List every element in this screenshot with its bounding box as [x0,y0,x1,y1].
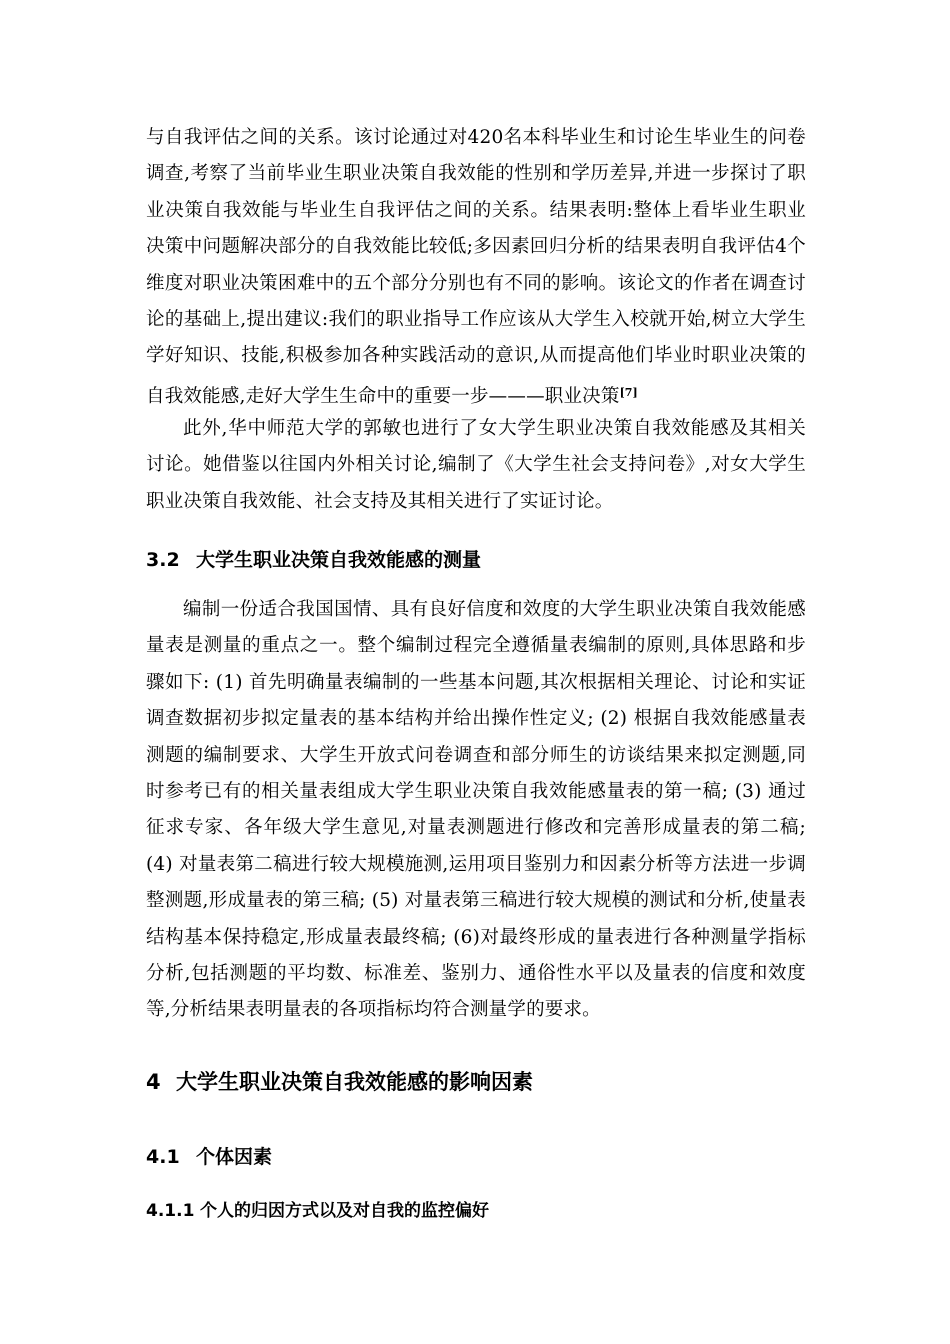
heading-4-1-1 [146,1196,489,1221]
heading-3-2-number: 3.2 [146,549,180,571]
paragraph-survey-study-text: 与自我评估之间的关系。该讨论通过对420名本科毕业生和讨论生毕业生的问卷调查,考察了当前毕业生职业决策自我效能的性别和学历差异,并进一步探讨了职业决策自我效能与毕业生自我评估之间的关系。结果表明:整体上看毕业生职业决策中问题解决部分的自我效能比较低;多因素回归分析的结果表明自我评估4个维度对职业决策困难中的五个部分分别也有不同的影响。该论文的作者在调查讨论的基础上,提出建议:我们的职业指导工作应该从大学生入校就开始,树立大学生学好知识、技能,积极参加各种实践活动的意识,从而提高他们毕业时职业决策的自我效能感,走好大学生生命中的重要一步———职业决策 [146,127,806,407]
paragraph-survey-study [146,120,806,415]
heading-4 [146,1066,533,1096]
heading-3-2 [146,545,481,572]
heading-4-1 [146,1142,272,1169]
heading-3-2-title: 大学生职业决策自我效能感的测量 [196,549,482,571]
paragraph-scale-construction: 编制一份适合我国国情、具有良好信度和效度的大学生职业决策自我效能感量表是测量的重点之一。整个编制过程完全遵循量表编制的原则,具体思路和步骤如下: (1) 首先明确量表编制的一些基本问题,其次根据相关理论、讨论和实证调查数据初步拟定量表的基本结构并给出操作性定义; (2) 根据自我效能感量表测题的编制要求、大学生开放式问卷调查和部分师生的访谈结果来拟定测题,同时参考已有的相关量表组成大学生职业决策自我效能感量表的第一稿; (3) 通过征求专家、各年级大学生意见,对量表测题进行修改和完善形成量表的第二稿; (4) 对量表第二稿进行较大规模施测,运用项目鉴别力和因素分析等方法进一步调整测题,形成量表的第三稿; (5) 对量表第三稿进行较大规模的测试和分析,使量表结构基本保持稳定,形成量表最终稿; (6)对最终形成的量表进行各种测量学指标分析,包括测题的平均数、标准差、鉴别力、通俗性水平以及量表的信度和效度等,分析结果表明量表的各项指标均符合测量学的要求。 [146,599,806,1021]
heading-4-1-1-title: 个人的归因方式以及对自我的监控偏好 [200,1201,489,1221]
heading-4-1-1-number: 4.1.1 [146,1201,195,1221]
heading-4-title: 大学生职业决策自我效能感的影响因素 [176,1070,533,1094]
citation-ref-7[interactable]: [7] [619,385,638,399]
heading-4-1-title: 个体因素 [196,1146,273,1168]
paragraph-guo-min-study: 此外,华中师范大学的郭敏也进行了女大学生职业决策自我效能感及其相关讨论。她借鉴以往国内外相关讨论,编制了《大学生社会支持问卷》,对女大学生职业决策自我效能、社会支持及其相关进行了实证讨论。 [146,418,806,512]
heading-4-1-number: 4.1 [146,1146,180,1168]
heading-4-number: 4 [146,1070,161,1094]
